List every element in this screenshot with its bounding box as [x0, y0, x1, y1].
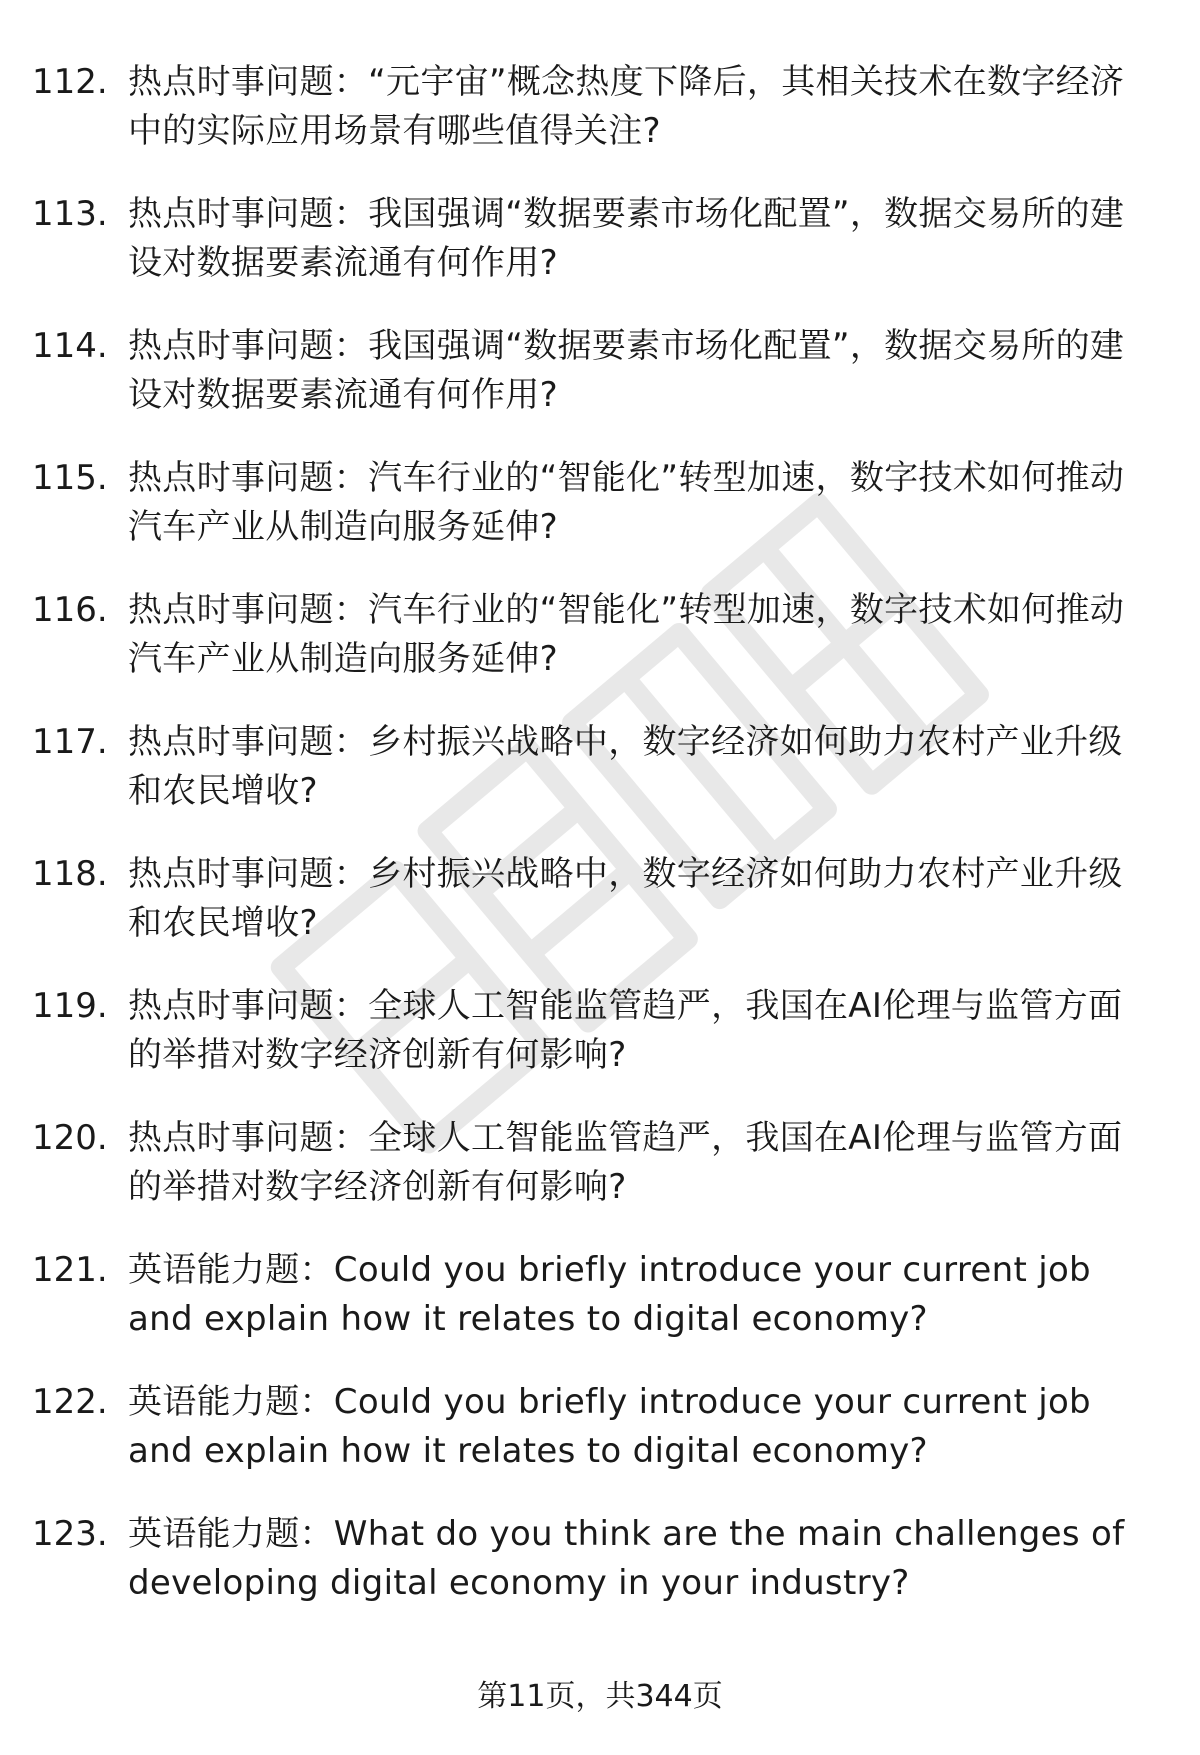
question-text: 热点时事问题：汽车行业的“智能化”转型加速，数字技术如何推动汽车产业从制造向服务延伸? [128, 590, 1125, 679]
list-item [32, 1114, 1152, 1246]
question-number: 123. [32, 1514, 108, 1554]
question-number: 121. [32, 1250, 108, 1290]
question-number: 116. [32, 590, 108, 630]
question-number: 113. [32, 194, 108, 234]
question-text: 热点时事问题：全球人工智能监管趋严，我国在AI伦理与监管方面的举措对数字经济创新有何影响? [128, 986, 1123, 1075]
list-item [32, 586, 1152, 718]
question-number: 118. [32, 854, 108, 894]
question-number: 122. [32, 1382, 108, 1422]
question-text: 热点时事问题：乡村振兴战略中，数字经济如何助力农村产业升级和农民增收? [128, 854, 1123, 943]
question-number: 114. [32, 326, 108, 366]
page-number-footer: 第11页，共344页 [477, 1679, 723, 1714]
list-item [32, 190, 1152, 322]
list-item [32, 454, 1152, 586]
question-number: 115. [32, 458, 108, 498]
question-number: 120. [32, 1118, 108, 1158]
list-item [32, 1510, 1152, 1642]
question-text: 英语能力题：Could you briefly introduce your current job and explain how it relates to digital economy? [128, 1382, 1091, 1471]
question-text: 热点时事问题：我国强调“数据要素市场化配置”，数据交易所的建设对数据要素流通有何作用? [128, 194, 1125, 283]
list-item [32, 1246, 1152, 1378]
question-text: 热点时事问题：汽车行业的“智能化”转型加速，数字技术如何推动汽车产业从制造向服务延伸? [128, 458, 1125, 547]
question-text: 热点时事问题：“元宇宙”概念热度下降后，其相关技术在数字经济中的实际应用场景有哪些值得关注? [128, 62, 1125, 151]
list-item [32, 58, 1152, 190]
list-item [32, 718, 1152, 850]
question-text: 热点时事问题：我国强调“数据要素市场化配置”，数据交易所的建设对数据要素流通有何作用? [128, 326, 1125, 415]
list-item [32, 322, 1152, 454]
list-item [32, 982, 1152, 1114]
question-number: 119. [32, 986, 108, 1026]
question-number: 112. [32, 62, 108, 102]
question-text: 英语能力题：Could you briefly introduce your current job and explain how it relates to digital economy? [128, 1250, 1091, 1339]
question-text: 热点时事问题：全球人工智能监管趋严，我国在AI伦理与监管方面的举措对数字经济创新有何影响? [128, 1118, 1123, 1207]
question-text: 热点时事问题：乡村振兴战略中，数字经济如何助力农村产业升级和农民增收? [128, 722, 1123, 811]
list-item [32, 850, 1152, 982]
question-list [32, 58, 1152, 1642]
question-number: 117. [32, 722, 108, 762]
question-text: 英语能力题：What do you think are the main challenges of developing digital economy in your industry? [128, 1514, 1125, 1603]
list-item [32, 1378, 1152, 1510]
